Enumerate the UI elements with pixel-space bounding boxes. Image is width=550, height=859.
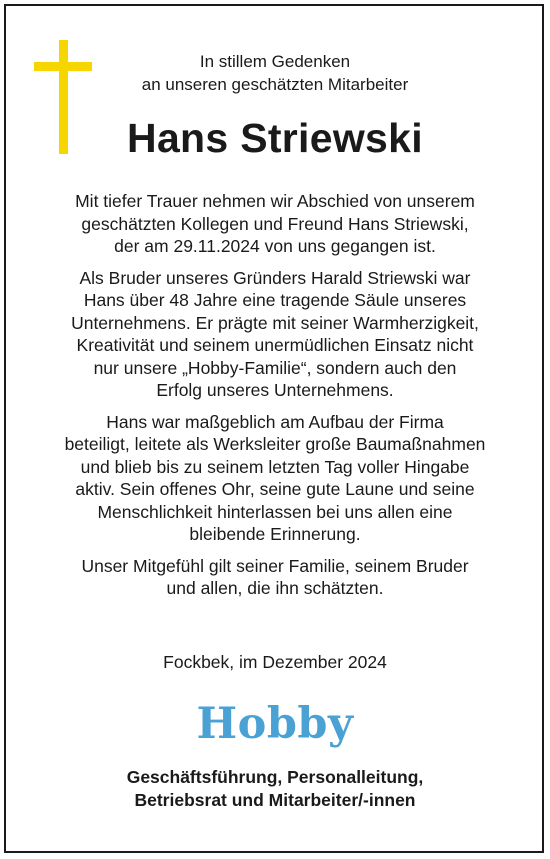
paragraph-line: geschätzten Kollegen und Freund Hans Striewski, bbox=[81, 213, 469, 234]
paragraph-line: Unternehmens. Er prägte mit seiner Warmherzigkeit, bbox=[71, 312, 479, 333]
place-date: Fockbek, im Dezember 2024 bbox=[163, 652, 387, 672]
paragraph-line: aktiv. Sein offenes Ohr, seine gute Laune und seine bbox=[75, 479, 475, 499]
paragraph-line: Hans über 48 Jahre eine tragende Säule unseres bbox=[83, 290, 467, 310]
paragraph-line: und allen, die ihn schätzten. bbox=[166, 578, 384, 598]
paragraph-line: Als Bruder unseres Gründers Harald Striewski war bbox=[79, 267, 471, 288]
obituary-body bbox=[0, 190, 550, 609]
deceased-name: Hans Striewski bbox=[127, 115, 423, 161]
paragraph-line: Unser Mitgefühl gilt seiner Familie, seinem Bruder bbox=[81, 555, 469, 576]
signoff-line-2: Betriebsrat und Mitarbeiter/-innen bbox=[134, 790, 416, 810]
paragraph-2 bbox=[0, 267, 550, 402]
paragraph-4 bbox=[0, 555, 550, 600]
paragraph-line: und blieb bis zu seinem letzten Tag voller Hingabe bbox=[80, 456, 470, 477]
paragraph-line: bleibende Erinnerung. bbox=[189, 524, 361, 544]
paragraph-line: Menschlichkeit hinterlassen bei uns allen eine bbox=[97, 501, 453, 522]
paragraph-line: der am 29.11.2024 von uns gegangen ist. bbox=[114, 236, 436, 256]
intro-text bbox=[0, 50, 550, 96]
signoff-line-1: Geschäftsführung, Personalleitung, bbox=[126, 767, 424, 787]
intro-line-1: In stillem Gedenken bbox=[199, 52, 351, 71]
paragraph-line: nur unsere „Hobby-Familie“, sondern auch den bbox=[93, 357, 457, 378]
hobby-logo: Hobby bbox=[196, 699, 354, 749]
paragraph-1 bbox=[0, 190, 550, 258]
paragraph-line: Erfolg unseres Unternehmens. bbox=[156, 380, 394, 400]
paragraph-line: Hans war maßgeblich am Aufbau der Firma bbox=[106, 411, 444, 432]
paragraph-line: Kreativität und seinem unermüdlichen Einsatz nicht bbox=[76, 335, 474, 355]
paragraph-3 bbox=[0, 411, 550, 546]
paragraph-line: Mit tiefer Trauer nehmen wir Abschied von unserem bbox=[75, 191, 475, 211]
paragraph-line: beteiligt, leitete als Werksleiter große Baumaßnahmen bbox=[64, 434, 486, 454]
signoff bbox=[0, 766, 550, 812]
intro-line-2: an unseren geschätzten Mitarbeiter bbox=[141, 75, 409, 94]
